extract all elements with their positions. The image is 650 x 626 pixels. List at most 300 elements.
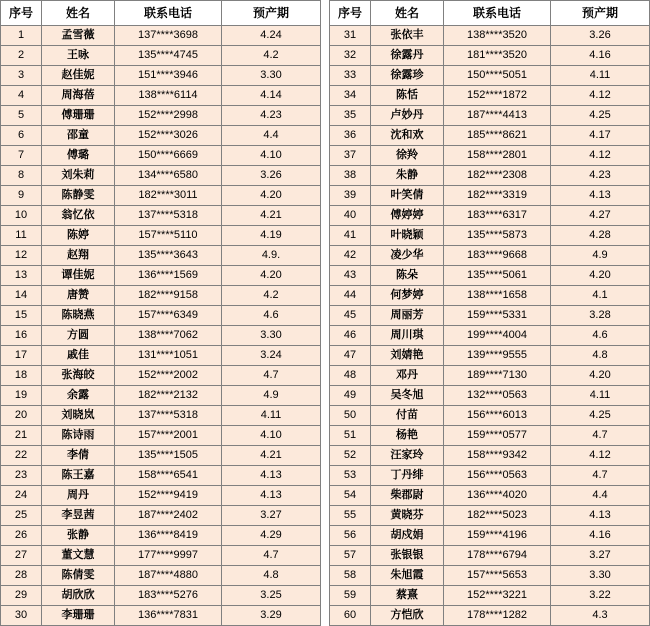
cell-date[interactable]: 4.4 xyxy=(222,126,321,146)
cell-name[interactable]: 刘婧艳 xyxy=(371,346,444,366)
table-row xyxy=(1,206,321,226)
cell-id[interactable]: 2 xyxy=(1,46,42,66)
cell-phone[interactable]: 152****1872 xyxy=(444,86,551,106)
cell-date[interactable]: 3.30 xyxy=(222,326,321,346)
cell-id[interactable]: 32 xyxy=(330,46,371,66)
table-row xyxy=(330,86,650,106)
cell-phone[interactable]: 138****7062 xyxy=(115,326,222,346)
table-row xyxy=(1,286,321,306)
table-row xyxy=(330,286,650,306)
cell-name[interactable]: 胡欣欣 xyxy=(42,586,115,606)
cell-name[interactable]: 陈婷 xyxy=(42,226,115,246)
cell-id[interactable]: 20 xyxy=(1,406,42,426)
table-row xyxy=(330,506,650,526)
cell-name[interactable]: 朱旭霞 xyxy=(371,566,444,586)
cell-name[interactable]: 吴冬旭 xyxy=(371,386,444,406)
table-row xyxy=(1,566,321,586)
cell-id[interactable]: 52 xyxy=(330,446,371,466)
table-row xyxy=(330,266,650,286)
cell-date[interactable]: 4.25 xyxy=(551,406,650,426)
table-row xyxy=(330,226,650,246)
cell-phone[interactable]: 132****0563 xyxy=(444,386,551,406)
cell-name[interactable]: 刘晓岚 xyxy=(42,406,115,426)
cell-phone[interactable]: 135****4745 xyxy=(115,46,222,66)
cell-name[interactable]: 黄晓芬 xyxy=(371,506,444,526)
cell-date[interactable]: 4.23 xyxy=(222,106,321,126)
cell-phone[interactable]: 159****0577 xyxy=(444,426,551,446)
header-row xyxy=(1,1,321,26)
table-row xyxy=(330,486,650,506)
cell-date[interactable]: 4.25 xyxy=(551,106,650,126)
cell-id[interactable]: 40 xyxy=(330,206,371,226)
cell-name[interactable]: 张银银 xyxy=(371,546,444,566)
table-row xyxy=(1,306,321,326)
cell-date[interactable]: 4.10 xyxy=(222,426,321,446)
cell-id[interactable]: 5 xyxy=(1,106,42,126)
cell-phone[interactable]: 181****3520 xyxy=(444,46,551,66)
cell-id[interactable]: 13 xyxy=(1,266,42,286)
cell-date[interactable]: 4.13 xyxy=(222,466,321,486)
cell-name[interactable]: 陈晓燕 xyxy=(42,306,115,326)
cell-id[interactable]: 30 xyxy=(1,606,42,626)
cell-date[interactable]: 4.16 xyxy=(551,46,650,66)
cell-phone[interactable]: 135****5873 xyxy=(444,226,551,246)
cell-phone[interactable]: 136****1569 xyxy=(115,266,222,286)
cell-phone[interactable]: 137****5318 xyxy=(115,406,222,426)
cell-date[interactable]: 4.20 xyxy=(222,186,321,206)
cell-phone[interactable]: 152****2002 xyxy=(115,366,222,386)
cell-phone[interactable]: 182****3319 xyxy=(444,186,551,206)
cell-id[interactable]: 17 xyxy=(1,346,42,366)
cell-date[interactable]: 3.30 xyxy=(222,66,321,86)
cell-phone[interactable]: 152****2998 xyxy=(115,106,222,126)
cell-phone[interactable]: 199****4004 xyxy=(444,326,551,346)
cell-id[interactable]: 58 xyxy=(330,566,371,586)
cell-date[interactable]: 4.6 xyxy=(222,306,321,326)
cell-id[interactable]: 22 xyxy=(1,446,42,466)
cell-phone[interactable]: 138****6114 xyxy=(115,86,222,106)
cell-phone[interactable]: 159****4196 xyxy=(444,526,551,546)
table-row xyxy=(1,526,321,546)
cell-id[interactable]: 49 xyxy=(330,386,371,406)
cell-name[interactable]: 叶笑倩 xyxy=(371,186,444,206)
cell-phone[interactable]: 157****5653 xyxy=(444,566,551,586)
cell-name[interactable]: 方恺欣 xyxy=(371,606,444,626)
cell-id[interactable]: 46 xyxy=(330,326,371,346)
header-id: 序号 xyxy=(1,1,42,26)
cell-phone[interactable]: 135****5061 xyxy=(444,266,551,286)
table-right xyxy=(329,0,650,626)
header-date: 预产期 xyxy=(222,1,321,26)
table-left-body xyxy=(1,26,321,626)
cell-date[interactable]: 4.8 xyxy=(222,566,321,586)
cell-phone[interactable]: 156****0563 xyxy=(444,466,551,486)
cell-name[interactable]: 傅婷婷 xyxy=(371,206,444,226)
cell-phone[interactable]: 138****1658 xyxy=(444,286,551,306)
header-row xyxy=(330,1,650,26)
cell-phone[interactable]: 157****2001 xyxy=(115,426,222,446)
cell-id[interactable]: 24 xyxy=(1,486,42,506)
cell-id[interactable]: 27 xyxy=(1,546,42,566)
cell-phone[interactable]: 182****2132 xyxy=(115,386,222,406)
cell-id[interactable]: 12 xyxy=(1,246,42,266)
header-name: 姓名 xyxy=(42,1,115,26)
cell-date[interactable]: 3.25 xyxy=(222,586,321,606)
table-row xyxy=(1,26,321,46)
cell-date[interactable]: 4.11 xyxy=(551,66,650,86)
cell-id[interactable]: 11 xyxy=(1,226,42,246)
cell-phone[interactable]: 158****2801 xyxy=(444,146,551,166)
cell-date[interactable]: 4.2 xyxy=(222,286,321,306)
cell-name[interactable]: 付苗 xyxy=(371,406,444,426)
cell-id[interactable]: 8 xyxy=(1,166,42,186)
cell-name[interactable]: 余露 xyxy=(42,386,115,406)
cell-id[interactable]: 54 xyxy=(330,486,371,506)
cell-date[interactable]: 4.19 xyxy=(222,226,321,246)
cell-phone[interactable]: 158****9342 xyxy=(444,446,551,466)
cell-id[interactable]: 45 xyxy=(330,306,371,326)
cell-name[interactable]: 陈诗雨 xyxy=(42,426,115,446)
table-row xyxy=(330,26,650,46)
cell-id[interactable]: 34 xyxy=(330,86,371,106)
table-right-header xyxy=(330,1,650,26)
cell-date[interactable]: 4.9 xyxy=(222,386,321,406)
cell-phone[interactable]: 178****6794 xyxy=(444,546,551,566)
table-row xyxy=(1,246,321,266)
cell-id[interactable]: 35 xyxy=(330,106,371,126)
cell-id[interactable]: 23 xyxy=(1,466,42,486)
table-row xyxy=(330,106,650,126)
cell-name[interactable]: 周川琪 xyxy=(371,326,444,346)
cell-date[interactable]: 4.1 xyxy=(551,286,650,306)
cell-date[interactable]: 3.27 xyxy=(551,546,650,566)
cell-date[interactable]: 4.12 xyxy=(551,446,650,466)
cell-phone[interactable]: 183****6317 xyxy=(444,206,551,226)
cell-name[interactable]: 徐露丹 xyxy=(371,46,444,66)
cell-date[interactable]: 4.21 xyxy=(222,446,321,466)
cell-name[interactable]: 邵童 xyxy=(42,126,115,146)
cell-date[interactable]: 4.24 xyxy=(222,26,321,46)
cell-phone[interactable]: 182****9158 xyxy=(115,286,222,306)
cell-id[interactable]: 39 xyxy=(330,186,371,206)
cell-name[interactable]: 陈倩雯 xyxy=(42,566,115,586)
cell-id[interactable]: 43 xyxy=(330,266,371,286)
cell-phone[interactable]: 137****3698 xyxy=(115,26,222,46)
cell-name[interactable]: 赵翔 xyxy=(42,246,115,266)
cell-name[interactable]: 何梦婷 xyxy=(371,286,444,306)
cell-name[interactable]: 刘朱莉 xyxy=(42,166,115,186)
table-row xyxy=(330,546,650,566)
table-row xyxy=(1,406,321,426)
cell-date[interactable]: 4.3 xyxy=(551,606,650,626)
cell-date[interactable]: 4.2 xyxy=(222,46,321,66)
cell-name[interactable]: 李珊珊 xyxy=(42,606,115,626)
cell-date[interactable]: 3.22 xyxy=(551,586,650,606)
table-row xyxy=(1,166,321,186)
cell-name[interactable]: 沈和欢 xyxy=(371,126,444,146)
cell-id[interactable]: 10 xyxy=(1,206,42,226)
cell-name[interactable]: 傅璐 xyxy=(42,146,115,166)
cell-id[interactable]: 14 xyxy=(1,286,42,306)
cell-id[interactable]: 28 xyxy=(1,566,42,586)
table-row xyxy=(1,446,321,466)
cell-name[interactable]: 陈静雯 xyxy=(42,186,115,206)
table-row xyxy=(330,326,650,346)
cell-phone[interactable]: 131****1051 xyxy=(115,346,222,366)
cell-phone[interactable]: 158****6541 xyxy=(115,466,222,486)
header-id: 序号 xyxy=(330,1,371,26)
cell-phone[interactable]: 150****6669 xyxy=(115,146,222,166)
cell-id[interactable]: 1 xyxy=(1,26,42,46)
cell-date[interactable]: 4.13 xyxy=(551,186,650,206)
cell-date[interactable]: 3.28 xyxy=(551,306,650,326)
table-row xyxy=(1,66,321,86)
cell-date[interactable]: 4.11 xyxy=(222,406,321,426)
cell-id[interactable]: 42 xyxy=(330,246,371,266)
cell-name[interactable]: 董文慧 xyxy=(42,546,115,566)
cell-name[interactable]: 周丹 xyxy=(42,486,115,506)
cell-name[interactable]: 陈王嘉 xyxy=(42,466,115,486)
cell-phone[interactable]: 178****1282 xyxy=(444,606,551,626)
cell-phone[interactable]: 182****2308 xyxy=(444,166,551,186)
table-row xyxy=(330,206,650,226)
cell-phone[interactable]: 187****4880 xyxy=(115,566,222,586)
cell-name[interactable]: 张海皎 xyxy=(42,366,115,386)
cell-id[interactable]: 4 xyxy=(1,86,42,106)
table-row xyxy=(330,426,650,446)
cell-date[interactable]: 4.7 xyxy=(222,366,321,386)
cell-phone[interactable]: 150****5051 xyxy=(444,66,551,86)
cell-date[interactable]: 4.23 xyxy=(551,166,650,186)
cell-name[interactable]: 翁忆依 xyxy=(42,206,115,226)
table-row xyxy=(1,106,321,126)
cell-phone[interactable]: 183****5276 xyxy=(115,586,222,606)
cell-id[interactable]: 33 xyxy=(330,66,371,86)
cell-phone[interactable]: 157****5110 xyxy=(115,226,222,246)
cell-name[interactable]: 谭佳妮 xyxy=(42,266,115,286)
table-row xyxy=(330,126,650,146)
cell-id[interactable]: 60 xyxy=(330,606,371,626)
cell-name[interactable]: 丁丹绯 xyxy=(371,466,444,486)
cell-id[interactable]: 18 xyxy=(1,366,42,386)
cell-date[interactable]: 3.26 xyxy=(551,26,650,46)
table-row xyxy=(330,406,650,426)
cell-phone[interactable]: 187****4413 xyxy=(444,106,551,126)
cell-id[interactable]: 3 xyxy=(1,66,42,86)
cell-id[interactable]: 41 xyxy=(330,226,371,246)
cell-name[interactable]: 周海蓓 xyxy=(42,86,115,106)
cell-id[interactable]: 53 xyxy=(330,466,371,486)
cell-phone[interactable]: 185****8621 xyxy=(444,126,551,146)
cell-date[interactable]: 3.26 xyxy=(222,166,321,186)
cell-id[interactable]: 56 xyxy=(330,526,371,546)
cell-date[interactable]: 3.29 xyxy=(222,606,321,626)
cell-date[interactable]: 4.20 xyxy=(222,266,321,286)
cell-name[interactable]: 孟雪薇 xyxy=(42,26,115,46)
cell-phone[interactable]: 137****5318 xyxy=(115,206,222,226)
cell-name[interactable]: 卢妙丹 xyxy=(371,106,444,126)
cell-name[interactable]: 戚佳 xyxy=(42,346,115,366)
cell-phone[interactable]: 152****3026 xyxy=(115,126,222,146)
cell-date[interactable]: 4.16 xyxy=(551,526,650,546)
cell-name[interactable]: 凌少华 xyxy=(371,246,444,266)
table-row xyxy=(330,466,650,486)
cell-date[interactable]: 4.13 xyxy=(222,486,321,506)
cell-date[interactable]: 4.12 xyxy=(551,86,650,106)
table-row xyxy=(1,226,321,246)
cell-phone[interactable]: 187****2402 xyxy=(115,506,222,526)
cell-date[interactable]: 4.10 xyxy=(222,146,321,166)
cell-phone[interactable]: 159****5331 xyxy=(444,306,551,326)
cell-id[interactable]: 57 xyxy=(330,546,371,566)
cell-id[interactable]: 38 xyxy=(330,166,371,186)
table-row xyxy=(330,146,650,166)
cell-name[interactable]: 汪家玲 xyxy=(371,446,444,466)
cell-date[interactable]: 4.9 xyxy=(551,246,650,266)
cell-phone[interactable]: 135****3643 xyxy=(115,246,222,266)
cell-id[interactable]: 48 xyxy=(330,366,371,386)
cell-name[interactable]: 王咏 xyxy=(42,46,115,66)
cell-date[interactable]: 4.29 xyxy=(222,526,321,546)
cell-phone[interactable]: 136****4020 xyxy=(444,486,551,506)
cell-date[interactable]: 4.20 xyxy=(551,366,650,386)
cell-id[interactable]: 15 xyxy=(1,306,42,326)
cell-id[interactable]: 37 xyxy=(330,146,371,166)
cell-date[interactable]: 3.30 xyxy=(551,566,650,586)
cell-phone[interactable]: 152****3221 xyxy=(444,586,551,606)
cell-phone[interactable]: 157****6349 xyxy=(115,306,222,326)
table-row xyxy=(1,186,321,206)
cell-name[interactable]: 李昱茜 xyxy=(42,506,115,526)
cell-name[interactable]: 唐赞 xyxy=(42,286,115,306)
cell-date[interactable]: 4.13 xyxy=(551,506,650,526)
cell-name[interactable]: 张依丰 xyxy=(371,26,444,46)
cell-date[interactable]: 4.8 xyxy=(551,346,650,366)
table-row xyxy=(1,586,321,606)
cell-name[interactable]: 杨艳 xyxy=(371,426,444,446)
cell-id[interactable]: 29 xyxy=(1,586,42,606)
table-row xyxy=(330,166,650,186)
table-row xyxy=(1,86,321,106)
cell-phone[interactable]: 136****8419 xyxy=(115,526,222,546)
cell-name[interactable]: 傅珊珊 xyxy=(42,106,115,126)
cell-name[interactable]: 徐羚 xyxy=(371,146,444,166)
cell-phone[interactable]: 183****9668 xyxy=(444,246,551,266)
table-row xyxy=(1,466,321,486)
cell-name[interactable]: 朱静 xyxy=(371,166,444,186)
cell-id[interactable]: 25 xyxy=(1,506,42,526)
cell-date[interactable]: 4.11 xyxy=(551,386,650,406)
cell-date[interactable]: 4.14 xyxy=(222,86,321,106)
cell-id[interactable]: 26 xyxy=(1,526,42,546)
cell-name[interactable]: 方圆 xyxy=(42,326,115,346)
cell-phone[interactable]: 156****6013 xyxy=(444,406,551,426)
cell-phone[interactable]: 189****7130 xyxy=(444,366,551,386)
cell-phone[interactable]: 134****6580 xyxy=(115,166,222,186)
table-left-header xyxy=(1,1,321,26)
cell-phone[interactable]: 139****9555 xyxy=(444,346,551,366)
table-row xyxy=(330,66,650,86)
cell-id[interactable]: 19 xyxy=(1,386,42,406)
cell-date[interactable]: 4.7 xyxy=(551,426,650,446)
table-row xyxy=(330,246,650,266)
cell-id[interactable]: 31 xyxy=(330,26,371,46)
cell-id[interactable]: 21 xyxy=(1,426,42,446)
cell-id[interactable]: 36 xyxy=(330,126,371,146)
table-row xyxy=(330,346,650,366)
cell-date[interactable]: 4.20 xyxy=(551,266,650,286)
cell-date[interactable]: 4.7 xyxy=(222,546,321,566)
cell-id[interactable]: 6 xyxy=(1,126,42,146)
cell-date[interactable]: 4.28 xyxy=(551,226,650,246)
table-row xyxy=(330,306,650,326)
header-phone: 联系电话 xyxy=(444,1,551,26)
cell-id[interactable]: 16 xyxy=(1,326,42,346)
table-row xyxy=(330,386,650,406)
cell-phone[interactable]: 182****5023 xyxy=(444,506,551,526)
table-row xyxy=(1,506,321,526)
cell-name[interactable]: 柴郡尉 xyxy=(371,486,444,506)
cell-name[interactable]: 张静 xyxy=(42,526,115,546)
cell-name[interactable]: 李倩 xyxy=(42,446,115,466)
cell-name[interactable]: 叶晓颖 xyxy=(371,226,444,246)
cell-id[interactable]: 44 xyxy=(330,286,371,306)
cell-phone[interactable]: 182****3011 xyxy=(115,186,222,206)
cell-name[interactable]: 邓丹 xyxy=(371,366,444,386)
cell-id[interactable]: 50 xyxy=(330,406,371,426)
cell-date[interactable]: 4.12 xyxy=(551,146,650,166)
cell-id[interactable]: 51 xyxy=(330,426,371,446)
cell-phone[interactable]: 135****1505 xyxy=(115,446,222,466)
cell-date[interactable]: 4.6 xyxy=(551,326,650,346)
cell-date[interactable]: 4.9. xyxy=(222,246,321,266)
cell-id[interactable]: 47 xyxy=(330,346,371,366)
table-row xyxy=(1,486,321,506)
table-row xyxy=(1,46,321,66)
cell-name[interactable]: 陈朵 xyxy=(371,266,444,286)
cell-phone[interactable]: 138****3520 xyxy=(444,26,551,46)
table-row xyxy=(1,426,321,446)
cell-date[interactable]: 4.17 xyxy=(551,126,650,146)
cell-date[interactable]: 4.21 xyxy=(222,206,321,226)
header-name: 姓名 xyxy=(371,1,444,26)
table-row xyxy=(330,186,650,206)
cell-id[interactable]: 55 xyxy=(330,506,371,526)
cell-name[interactable]: 蔡熹 xyxy=(371,586,444,606)
cell-date[interactable]: 4.27 xyxy=(551,206,650,226)
cell-id[interactable]: 7 xyxy=(1,146,42,166)
cell-id[interactable]: 9 xyxy=(1,186,42,206)
cell-id[interactable]: 59 xyxy=(330,586,371,606)
cell-phone[interactable]: 136****7831 xyxy=(115,606,222,626)
table-left xyxy=(0,0,321,626)
cell-phone[interactable]: 151****3946 xyxy=(115,66,222,86)
cell-name[interactable]: 周丽芳 xyxy=(371,306,444,326)
table-row xyxy=(330,526,650,546)
table-row xyxy=(1,146,321,166)
table-row xyxy=(330,46,650,66)
cell-name[interactable]: 胡戍娟 xyxy=(371,526,444,546)
cell-date[interactable]: 4.7 xyxy=(551,466,650,486)
cell-date[interactable]: 3.24 xyxy=(222,346,321,366)
cell-date[interactable]: 3.27 xyxy=(222,506,321,526)
cell-phone[interactable]: 177****9997 xyxy=(115,546,222,566)
cell-name[interactable]: 徐露珍 xyxy=(371,66,444,86)
cell-date[interactable]: 4.4 xyxy=(551,486,650,506)
cell-name[interactable]: 陈恬 xyxy=(371,86,444,106)
cell-name[interactable]: 赵佳妮 xyxy=(42,66,115,86)
cell-phone[interactable]: 152****9419 xyxy=(115,486,222,506)
